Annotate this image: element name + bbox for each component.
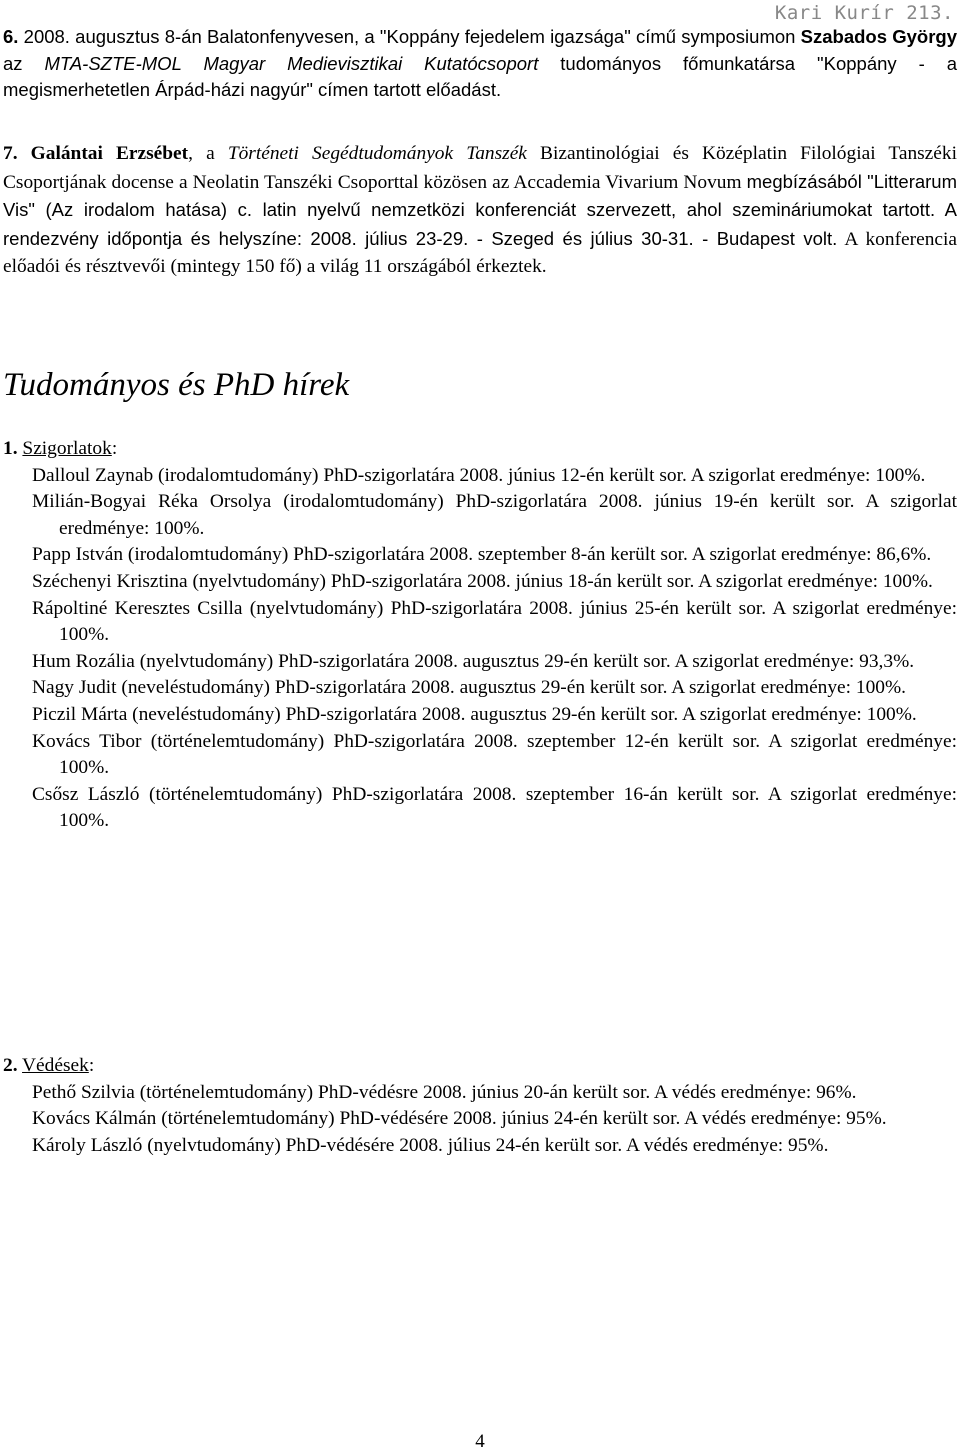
- section-vedesek: [3, 1053, 957, 1159]
- list-item: Kovács Kálmán (történelemtudomány) PhD-védésére 2008. június 24-én került sor. A védés eredménye: 95%.: [32, 1108, 887, 1130]
- section-heading: Tudományos és PhD hírek: [3, 367, 350, 403]
- section-szigorlatok: [3, 436, 957, 835]
- section-title: 2. Védések:: [3, 1055, 95, 1076]
- list-item: Nagy Judit (neveléstudomány) PhD-szigorlatára 2008. augusztus 29-én került sor. A szigorlat eredménye: 100%.: [32, 677, 906, 699]
- news-item-7: [3, 141, 957, 282]
- list-item: Hum Rozália (nyelvtudomány) PhD-szigorlatára 2008. augusztus 29-én került sor. A szigorlat eredménye: 93,3%.: [32, 650, 915, 672]
- institution-name: MTA-SZTE-MOL Magyar Medievisztikai Kutatócsoport: [44, 52, 539, 74]
- news-item-6-text: 6. 2008. augusztus 8-án Balatonfenyvesen, a "Koppány fejedelem igazsága" című symposiumon Szabados György az MTA-SZTE-MOL Magyar Medievisztikai Kutatócsoport tudományos főmunkatársa "Koppány - a megismerhetetlen Árpád-házi nagyúr" címen tartott előadást.: [3, 26, 957, 101]
- list-item: Kovács Tibor (történelemtudomány) PhD-szigorlatára 2008. szeptember 12-én került sor. A szigorlat eredménye: 100%.: [32, 730, 957, 779]
- page-number: 4: [475, 1431, 485, 1452]
- news-item-7-text: 7. Galántai Erzsébet, a Történeti Segédtudományok Tanszék Bizantinológiai és Középlatin Filológiai Tanszéki Csoportjának docense a Neolatin Tanszéki Csoporttal közösen az Accademia Vivarium Novum megbízásából "Litterarum Vis" (Az irodalom hatása) c. latin nyelvű nemzetközi konferenciát szervezett, ahol szemináriumokat tartott. A rendezvény időpontja és helyszíne: 2008. július 23-29. - Szeged és július 30-31. - Budapest volt. A konferencia előadói és résztvevői (mintegy 150 fő) a világ 11 országából érkeztek.: [3, 143, 958, 278]
- person-name: Galántai Erzsébet: [30, 143, 189, 164]
- list-item: Dalloul Zaynab (irodalomtudomány) PhD-szigorlatára 2008. június 12-én került sor. A szigorlat eredménye: 100%.: [32, 464, 926, 486]
- list-item: Papp István (irodalomtudomány) PhD-szigorlatára 2008. szeptember 8-án került sor. A szigorlat eredménye: 86,6%.: [32, 544, 932, 566]
- item-number: 6.: [3, 26, 19, 47]
- item-number: 7.: [3, 143, 18, 164]
- news-item-6: [3, 24, 957, 104]
- department-name: Történeti Segédtudományok Tanszék: [227, 143, 527, 164]
- section-title-link: Védések: [22, 1055, 89, 1076]
- section-title: 1. Szigorlatok:: [3, 438, 118, 459]
- list-item: Rápoltiné Keresztes Csilla (nyelvtudomány) PhD-szigorlatára 2008. június 25-én került sor. A szigorlat eredménye: 100%.: [32, 597, 957, 646]
- list-item: Károly László (nyelvtudomány) PhD-védésére 2008. július 24-én került sor. A védés eredménye: 95%.: [32, 1134, 829, 1156]
- list-item: Csősz László (történelemtudomány) PhD-szigorlatára 2008. szeptember 16-án került sor. A szigorlat eredménye: 100%.: [32, 783, 957, 832]
- list-item: Piczil Márta (neveléstudomány) PhD-szigorlatára 2008. augusztus 29-én került sor. A szigorlat eredménye: 100%.: [32, 703, 917, 725]
- section-title-link: Szigorlatok: [22, 438, 112, 459]
- person-name: Szabados György: [800, 26, 957, 47]
- running-header: Kari Kurír 213.: [774, 2, 954, 24]
- list-item: Milián-Bogyai Réka Orsolya (irodalomtudomány) PhD-szigorlatára 2008. június 19-én került sor. A szigorlat eredménye: 100%.: [32, 491, 957, 539]
- list-item: Széchenyi Krisztina (nyelvtudomány) PhD-szigorlatára 2008. június 18-án került sor. A szigorlat eredménye: 100%.: [32, 570, 933, 592]
- list-item: Pethő Szilvia (történelemtudomány) PhD-védésre 2008. június 20-án került sor. A védés eredménye: 96%.: [32, 1081, 857, 1103]
